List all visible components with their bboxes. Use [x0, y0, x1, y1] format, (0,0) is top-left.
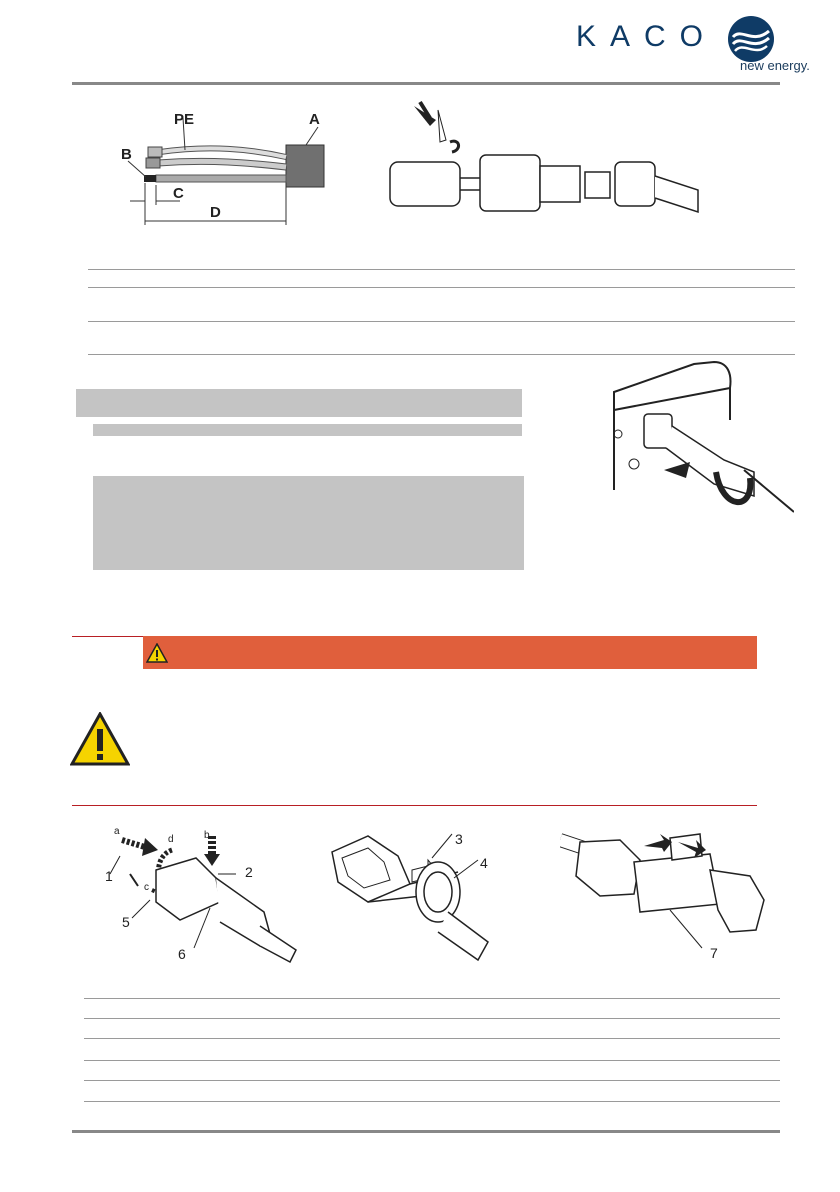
label-7: 7 — [710, 945, 718, 961]
footer-rule — [72, 1130, 780, 1133]
redacted-heading-block — [76, 389, 522, 417]
brand-tagline: new energy. — [740, 58, 810, 73]
brand-wordmark: KACO — [576, 20, 718, 53]
table-rule — [88, 287, 795, 288]
label-c-step: c — [144, 882, 149, 893]
table-rule — [88, 321, 795, 322]
table-rule — [84, 1080, 780, 1081]
warning-rule — [72, 636, 143, 637]
table-rule — [84, 998, 780, 999]
label-c: C — [173, 185, 184, 202]
inverter-connection-diagram — [604, 360, 794, 515]
table-rule — [84, 1038, 780, 1039]
label-6: 6 — [178, 946, 186, 962]
label-4: 4 — [480, 855, 488, 871]
label-d: D — [210, 204, 221, 221]
warning-large-icon — [70, 712, 130, 766]
label-a: A — [309, 111, 320, 128]
label-b: B — [121, 146, 132, 163]
label-2: 2 — [245, 864, 253, 880]
label-1: 1 — [105, 868, 113, 884]
connector-assembly-diagram — [380, 100, 700, 230]
header-rule — [72, 82, 780, 85]
table-rule — [88, 354, 795, 355]
connector-step-2-diagram — [328, 822, 498, 962]
label-pe: PE — [174, 111, 195, 128]
table-rule — [88, 269, 795, 270]
warning-small-icon — [146, 643, 168, 663]
label-3: 3 — [455, 831, 463, 847]
redacted-text-block — [93, 424, 522, 436]
kaco-wave-logo-icon — [727, 15, 775, 63]
table-rule — [84, 1018, 780, 1019]
table-rule — [84, 1101, 780, 1102]
label-b-step: b — [204, 830, 210, 841]
warning-end-rule — [72, 805, 757, 806]
label-5: 5 — [122, 914, 130, 930]
redacted-text-block — [93, 476, 524, 570]
label-a-step: a — [114, 826, 120, 837]
connector-step-3-diagram — [560, 820, 775, 960]
table-rule — [84, 1060, 780, 1061]
warning-banner — [143, 636, 757, 669]
connector-step-1-diagram — [100, 822, 300, 967]
label-d-step: d — [168, 834, 174, 845]
